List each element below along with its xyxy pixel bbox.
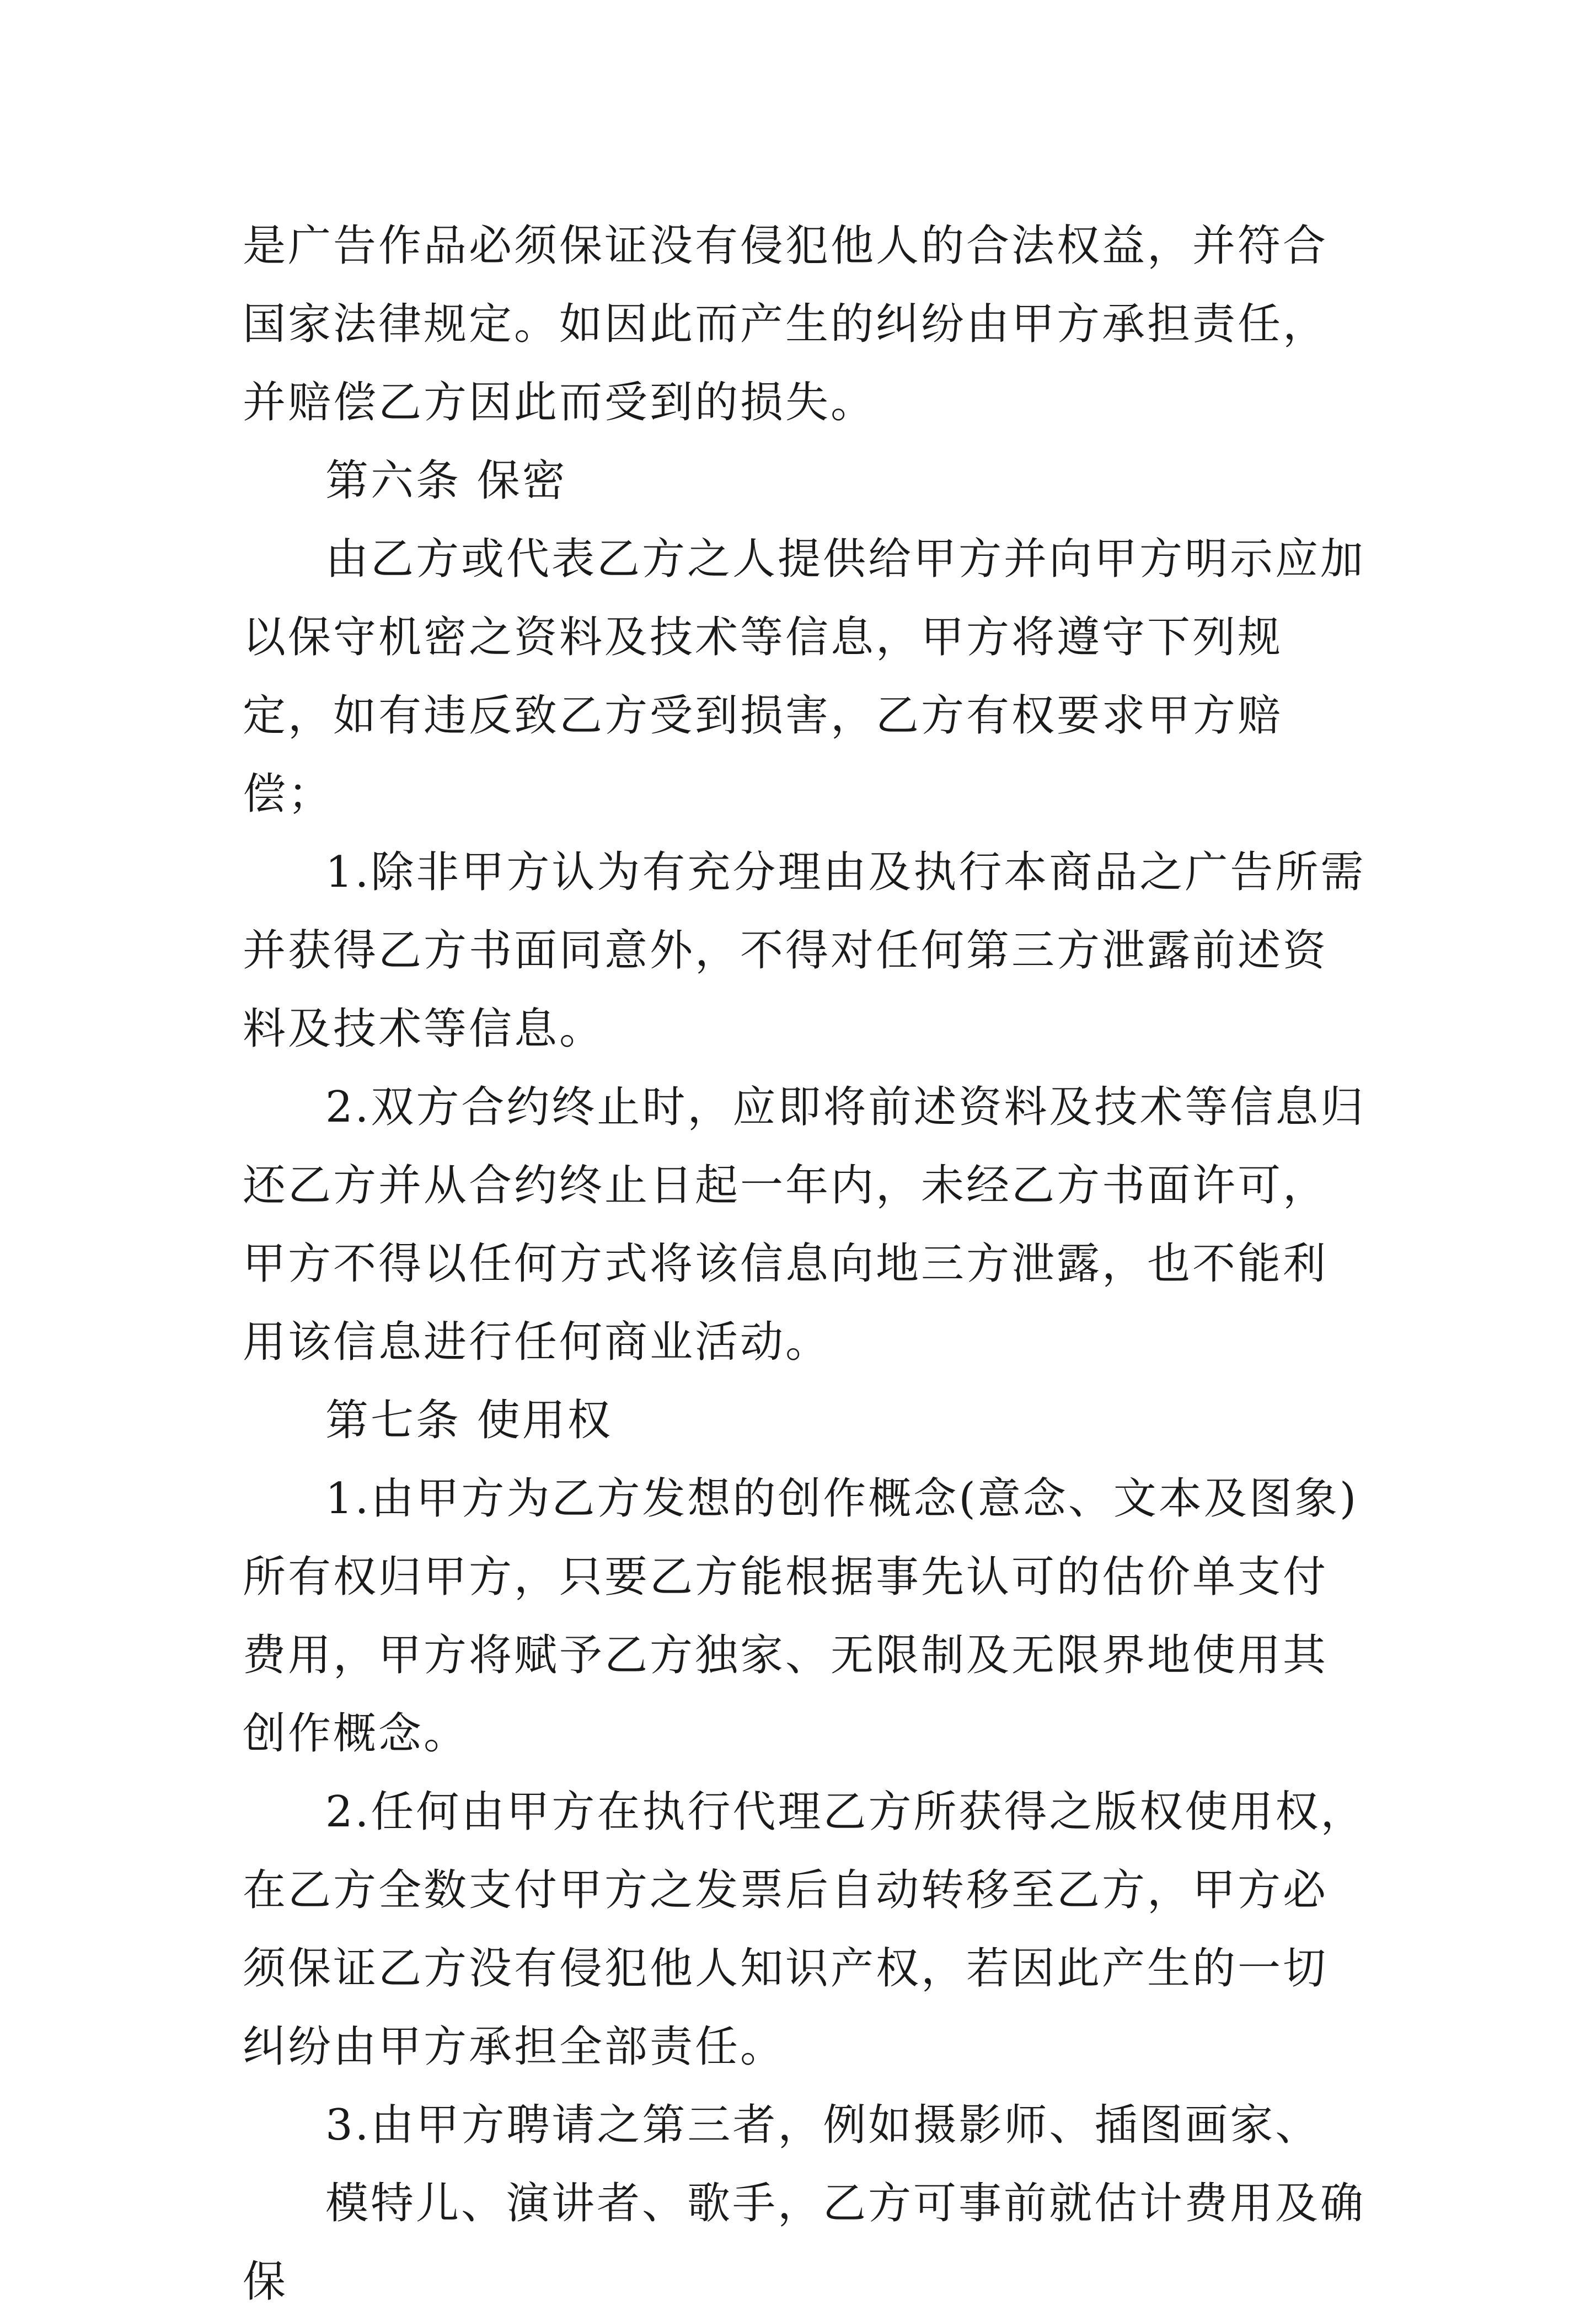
document-body <box>243 207 1370 2321</box>
paragraph-confidentiality-item-2: 2.双方合约终止时，应即将前述资料及技术等信息归还乙方并从合约终止日起一年内，未经乙方书面许可，甲方不得以任何方式将该信息向地三方泄露，也不能利用该信息进行任何商业活动。 <box>243 1082 1366 1367</box>
section-heading-confidentiality: 第六条 保密 <box>325 456 567 506</box>
paragraph-confidentiality-item-1: 1.除非甲方认为有充分理由及执行本商品之广告所需并获得乙方书面同意外，不得对任何第三方泄露前述资料及技术等信息。 <box>243 848 1366 1054</box>
paragraph-usage-item-3: 3.由甲方聘请之第三者，例如摄影师、插图画家、 <box>325 2100 1321 2150</box>
paragraph-usage-item-2: 2.任何由甲方在执行代理乙方所获得之版权使用权，在乙方全数支付甲方之发票后自动转移至乙方，甲方必须保证乙方没有侵犯他人知识产权，若因此产生的一切纠纷由甲方承担全部责任。 <box>243 1787 1366 2072</box>
section-heading-usage-rights: 第七条 使用权 <box>325 1396 613 1445</box>
paragraph-usage-item-3-continued: 模特儿、演讲者、歌手，乙方可事前就估计费用及确保 <box>243 2179 1366 2307</box>
paragraph-confidentiality-intro: 由乙方或代表乙方之人提供给甲方并向甲方明示应加以保守机密之资料及技术等信息，甲方将遵守下列规定，如有违反致乙方受到损害，乙方有权要求甲方赔偿； <box>243 534 1366 819</box>
paragraph-continuation: 是广告作品必须保证没有侵犯他人的合法权益，并符合国家法律规定。如因此而产生的纠纷由甲方承担责任，并赔偿乙方因此而受到的损失。 <box>243 221 1329 427</box>
paragraph-usage-item-1: 1.由甲方为乙方发想的创作概念(意念、文本及图象)所有权归甲方，只要乙方能根据事先认可的估价单支付费用，甲方将赋予乙方独家、无限制及无限界地使用其创作概念。 <box>243 1474 1359 1759</box>
